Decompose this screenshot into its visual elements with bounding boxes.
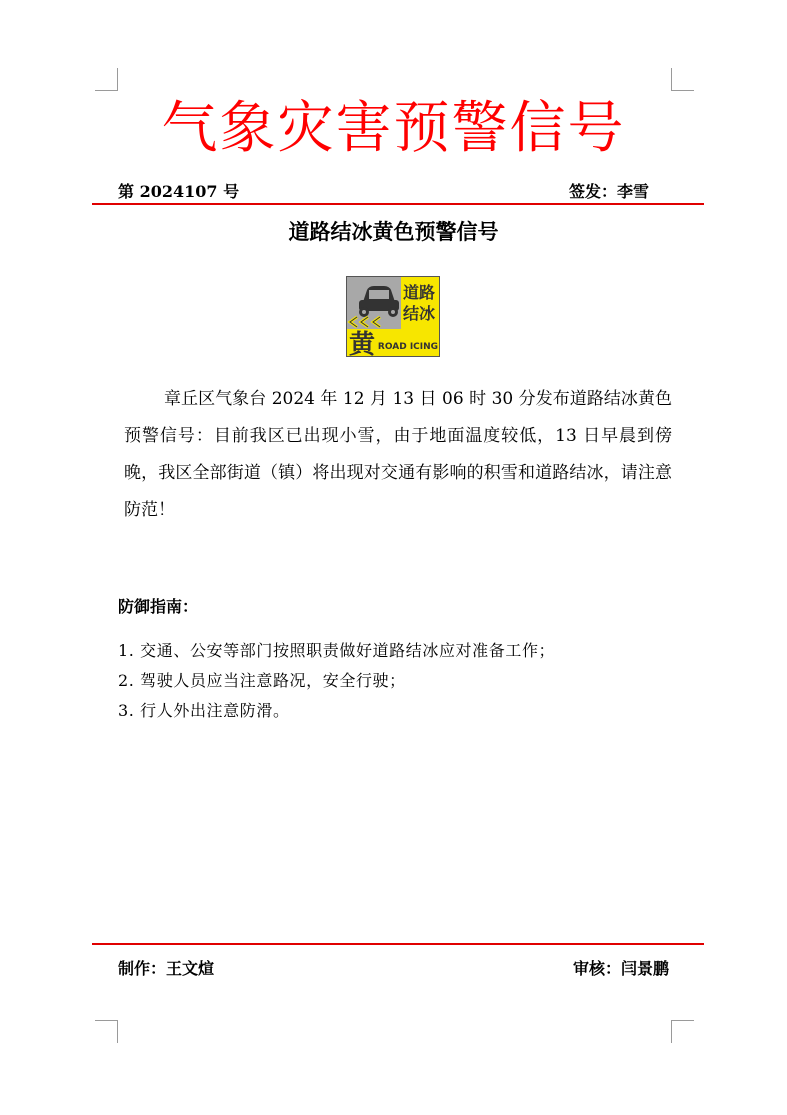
icon-label-cn-1: 道路 [402,283,436,302]
icon-label-en: ROAD ICING [377,342,439,352]
notice-title: 道路结冰黄色预警信号 [288,219,499,244]
document-header-title: 气象灾害预警信号 [161,96,626,161]
guide-heading: 防御指南： [118,597,199,616]
icon-level-char: 黄 [348,330,376,357]
page-corner-mark [95,68,118,91]
icon-label-cn-2: 结冰 [402,304,436,323]
page-corner-mark [95,1020,118,1043]
road-icing-yellow-icon [346,276,440,357]
footer-divider [92,943,704,945]
signer: 签发：李雪 [568,182,649,201]
guide-list-item: 2. 驾驶人员应当注意路况，安全行驶； [118,671,406,690]
notice-body-paragraph: 章丘区气象台 2024 年 12 月 13 日 06 时 30 分发布道路结冰黄色预警信号：目前我区已出现小雪，由于地面温度较低，13 日早晨到傍晚，我区全部街道（镇）将出现对交通有影响的积雪和道路结冰，请注意防范！ [124,389,672,520]
page-corner-mark [671,68,694,91]
reviewer: 审核：闫景鹏 [572,959,669,978]
document-number: 第 2024107 号 [118,182,240,201]
guide-list [118,636,555,726]
guide-list-item: 3. 行人外出注意防滑。 [118,701,290,720]
guide-list-item: 1. 交通、公安等部门按照职责做好道路结冰应对准备工作； [118,641,556,660]
header-divider [92,203,704,205]
maker: 制作：王文煊 [118,959,215,978]
page-corner-mark [671,1020,694,1043]
